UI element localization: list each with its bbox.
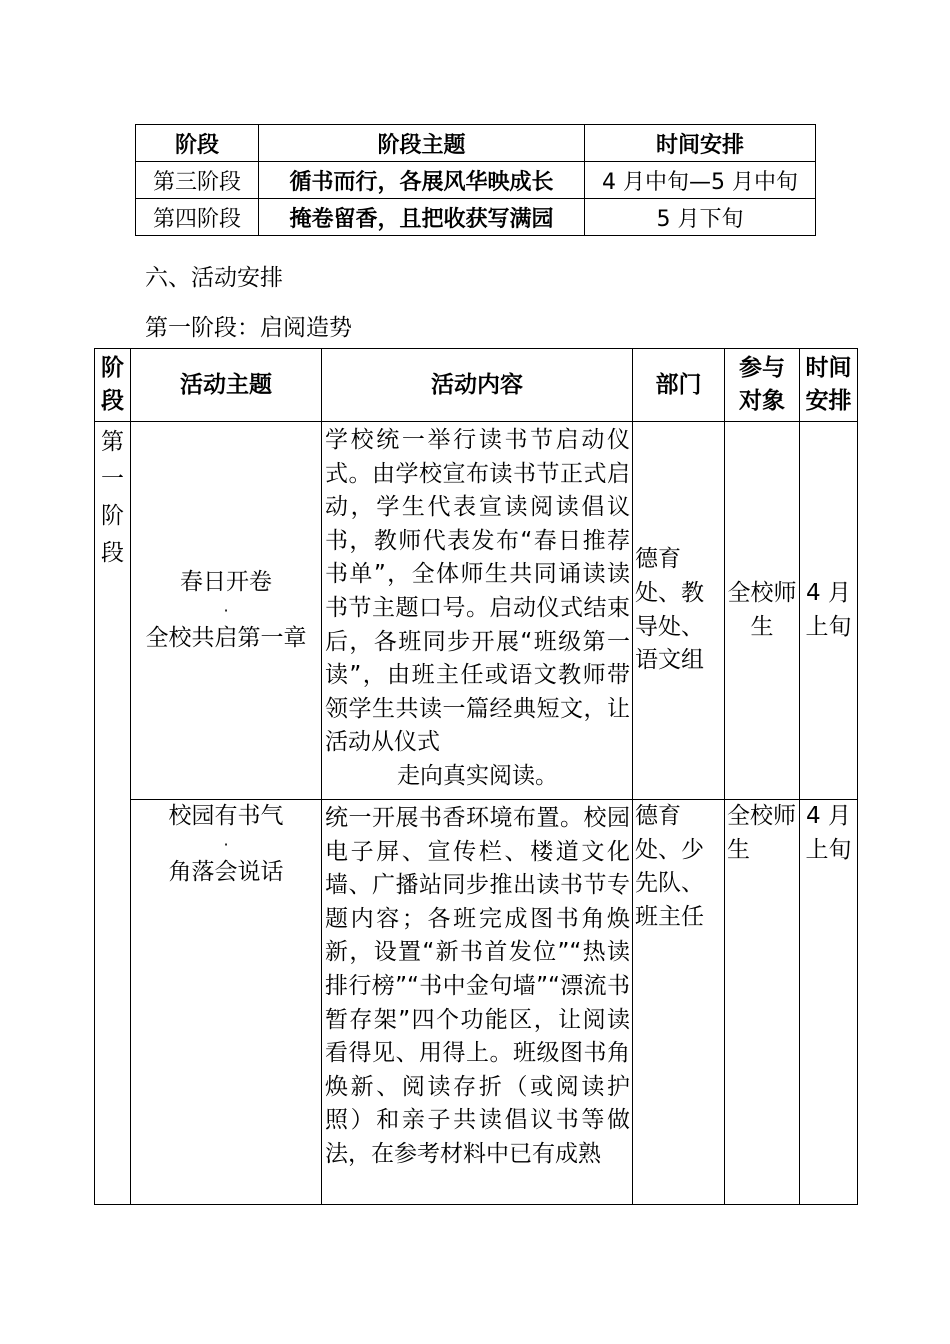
section-title: 六、活动安排 (145, 265, 283, 291)
stage-char: 阶 (101, 503, 124, 529)
header-stage-line1: 阶 (101, 355, 124, 381)
dept-cell: 德育处、教导处、语文组 (633, 422, 725, 800)
table-row (95, 800, 858, 1205)
table-header-row (95, 349, 858, 422)
header-time-line1: 时间 (805, 355, 852, 381)
theme-line: 春日开卷 (180, 568, 272, 595)
header-target-line1: 参与 (739, 355, 785, 381)
content-text-end: 走向真实阅读。 (397, 762, 558, 789)
theme-separator: · (223, 600, 229, 620)
table-row (136, 162, 816, 199)
time-cell: 4 月上旬 (800, 800, 858, 1205)
content-cell (322, 800, 633, 1205)
time-cell: 4 月上旬 (800, 422, 858, 800)
stage-cell: 第四阶段 (136, 199, 259, 236)
content-text: 统一开展书香环境布置。校园电子屏、宣传栏、楼道文化墙、广播站同步推出读书节专题内容；各班完成图书角焕新，设置“新书首发位”“热读排行榜”“书中金句墙”“漂流书暂存架”四个功能区，让阅读看得见、用得上。班级图书角焕新、阅读存折（或阅读护照）和亲子共读倡议书等做法，在参考材料中已有成熟 (325, 805, 630, 1167)
theme-cell: 循书而行，各展风华映成长 (259, 162, 585, 199)
phase-title: 第一阶段：启阅造势 (145, 315, 352, 341)
header-time-line2: 安排 (805, 388, 852, 414)
header-content: 活动内容 (322, 349, 633, 422)
header-stage-theme: 阶段主题 (259, 125, 585, 162)
target-cell: 全校师生 (725, 800, 800, 1205)
stage-schedule-table (135, 124, 816, 236)
header-stage (95, 349, 131, 422)
content-text: 学校统一举行读书节启动仪式。由学校宣布读书节正式启动，学生代表宣读阅读倡议书，教师代表发布“春日推荐书单”，全体师生共同诵读读书节主题口号。启动仪式结束后，各班同步开展“班级第一读”，由班主任或语文教师带领学生共读一篇经典短文，让活动从仪式 (325, 427, 630, 756)
target-cell: 全校师生 (725, 422, 800, 800)
theme-line: 全校共启第一章 (145, 624, 307, 651)
header-target (725, 349, 800, 422)
theme-line: 角落会说话 (168, 858, 284, 885)
dept-cell: 德育处、少先队、班主任 (633, 800, 725, 1205)
theme-separator: · (223, 834, 229, 854)
content-cell (322, 422, 633, 800)
table-row (95, 422, 858, 800)
theme-cell: 掩卷留香，且把收获写满园 (259, 199, 585, 236)
header-time: 时间安排 (585, 125, 816, 162)
table-header-row (136, 125, 816, 162)
header-theme: 活动主题 (131, 349, 322, 422)
table-row (136, 199, 816, 236)
stage-cell (95, 422, 131, 1205)
time-cell: 4 月中旬—5 月中旬 (585, 162, 816, 199)
stage-cell: 第三阶段 (136, 162, 259, 199)
theme-cell (131, 422, 322, 800)
header-stage-line2: 段 (101, 388, 124, 414)
stage-char: 段 (101, 540, 124, 566)
header-time (800, 349, 858, 422)
stage-char: 第 (101, 429, 124, 455)
theme-line: 校园有书气 (168, 803, 284, 829)
time-cell: 5 月下旬 (585, 199, 816, 236)
header-dept: 部门 (633, 349, 725, 422)
header-stage: 阶段 (136, 125, 259, 162)
stage-char: 一 (101, 466, 124, 492)
activity-table (94, 348, 858, 1205)
theme-cell (131, 800, 322, 1205)
header-target-line2: 对象 (739, 388, 785, 414)
